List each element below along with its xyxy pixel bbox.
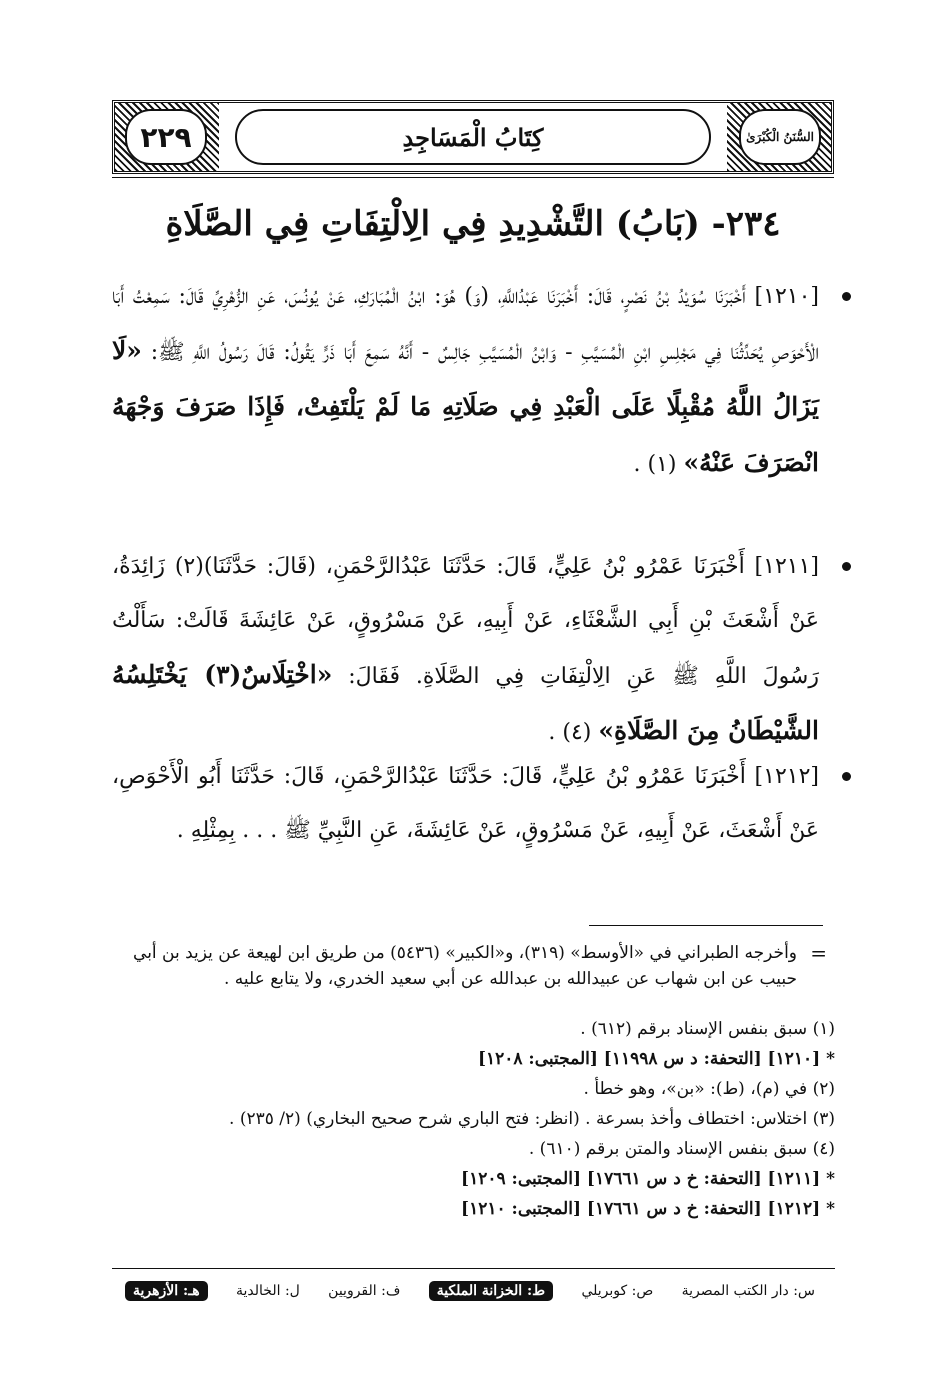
legend-ha: هـ: الأزهرية: [125, 1281, 208, 1301]
takhrij-1211: * [١٢١١] [التحفة: خ د س ١٧٦٦١] [المجتبى: ١٢٠٩]: [461, 1169, 835, 1189]
bullet-icon: [842, 292, 851, 301]
continuation-mark: =: [810, 941, 827, 965]
legend-lam: ل: الخالدية: [236, 1283, 300, 1299]
hadith-after: (٤) .: [548, 720, 592, 745]
section-heading: ٢٣٤- (بَابُ) التَّشْدِيدِ فِي الِالْتِفَاتِ فِي الصَّلَاةِ: [165, 204, 781, 244]
legend-sad: ص: كوبريلي: [581, 1283, 654, 1299]
book-title: السُّنَنُ الْكُبْرَىٰ: [746, 129, 814, 144]
footnote-4: (٤) سبق بنفس الإسناد والمتن برقم (٦١٠) .: [528, 1139, 835, 1159]
footnote-continuation: [112, 940, 835, 992]
chapter-title: كِتَابُ الْمَسَاجِدِ: [402, 122, 544, 152]
legend-s: س: دار الكتب المصرية: [681, 1283, 815, 1299]
footnote-2: (٢) في (م)، (ط): «بن»، وهو خطأ .: [583, 1079, 835, 1099]
takhrij-1212: * [١٢١٢] [التحفة: خ د س ١٧٦٦١] [المجتبى: ١٢١٠]: [461, 1199, 835, 1219]
hadith-1210: [112, 270, 847, 492]
bullet-icon: [842, 562, 851, 571]
book-emblem: [739, 109, 821, 165]
hadith-isnad: [١٢١٠] أَخْبَرَنَا سُوَيْدُ بْنُ نَصْرٍ، قَالَ: أَخْبَرَنَا عَبْدُاللَّهِ، (وَ) هُوَ: ابْنُ الْمُبَارَكِ، عَنْ يُونُسَ، عَنِ الزُّهْرِيِّ قَالَ: سَمِعْتُ أَبَا الْأَحْوَصِ يُحَدِّثُنَا فِي مَجْلِسِ ابْنِ الْمُسَيَّبِ - وَابْنُ الْمُسَيَّبِ جَالِسٌ - أَنَّهُ سَمِعَ أَبَا ذَرٍّ يَقُولُ: قَالَ رَسُولُ اللَّهِ ﷺ:: [112, 284, 819, 365]
footnote-list: [112, 1014, 835, 1224]
manuscript-legend: [125, 1276, 815, 1306]
hadith-isnad: [١٢١١] أَخْبَرَنَا عَمْرُو بْنُ عَلِيٍّ، قَالَ: حَدَّثَنَا عَبْدُالرَّحْمَنِ، (قَالَ: حَدَّثَنَا)(٢) زَائِدَةُ، عَنْ أَشْعَثَ بْنِ أَبِي الشَّعْثَاءِ، عَنْ أَبِيهِ، عَنْ مَسْرُوقٍ، عَنْ عَائِشَةَ قَالَتْ: سَأَلْتُ رَسُولَ اللَّهِ ﷺ عَنِ الِالْتِفَاتِ فِي الصَّلَاةِ. فَقَالَ:: [112, 554, 819, 689]
hadith-text: [112, 750, 847, 858]
takhrij-1210: * [١٢١٠] [التحفة: د س ١١٩٩٨] [المجتبى: ١٢٠٨]: [477, 1049, 835, 1069]
hadith-text: [112, 270, 847, 492]
hadith-text: [112, 540, 847, 760]
legend-rule: [112, 1268, 835, 1269]
hadith-1212: [112, 750, 847, 858]
page-number-box: [125, 109, 207, 165]
legend-ta: ط: الخزانة الملكية: [429, 1281, 553, 1301]
footnote-rule: [589, 925, 823, 926]
hadith-isnad: [١٢١٢] أَخْبَرَنَا عَمْرُو بْنُ عَلِيٍّ، قَالَ: حَدَّثَنَا عَبْدُالرَّحْمَنِ، قَالَ: حَدَّثَنَا أَبُو الْأَحْوَصِ، عَنْ أَشْعَثَ، عَنْ أَبِيهِ، عَنْ مَسْرُوقٍ، عَنْ عَائِشَةَ، عَنِ النَّبِيِّ ﷺ . . . بِمِثْلِهِ .: [112, 764, 819, 843]
legend-fa: ف: القرويين: [328, 1283, 401, 1299]
hadith-matn: «لَا يَزَالُ اللَّهُ مُقْبِلًا عَلَى الْعَبْدِ فِي صَلَاتِهِ مَا لَمْ يَلْتَفِتْ، فَإِذَا صَرَفَ وَجْهَهُ انْصَرَفَ عَنْهُ»: [112, 336, 819, 477]
page-number: ٢٢٩: [140, 120, 192, 154]
bullet-icon: [842, 772, 851, 781]
continuation-text: وأخرجه الطبراني في «الأوسط» (٣١٩)، و«الكبير» (٥٤٣٦) من طريق ابن لهيعة عن يزيد بن أبي حبيب عن ابن شهاب عن عبيدالله بن عبدالله عن أبي سعيد الخدري، ولا يتابع عليه .: [133, 943, 797, 989]
footnote-3: (٣) اختلاس: اختطاف وأخذ بسرعة . (انظر: فتح الباري شرح صحيح البخاري) (٢/ ٢٣٥) .: [229, 1109, 835, 1129]
hadith-matn: «اخْتِلَاسٌ(٣) يَخْتَلِسُهُ الشَّيْطَانُ مِنَ الصَّلَاةِ»: [112, 660, 819, 745]
hadith-1211: [112, 540, 847, 760]
chapter-band: [235, 109, 711, 165]
hadith-after: (١) .: [633, 452, 677, 477]
footnote-1: (١) سبق بنفس الإسناد برقم (٦١٢) .: [580, 1019, 835, 1039]
header-rule: [112, 177, 834, 178]
page-header: [112, 100, 834, 174]
